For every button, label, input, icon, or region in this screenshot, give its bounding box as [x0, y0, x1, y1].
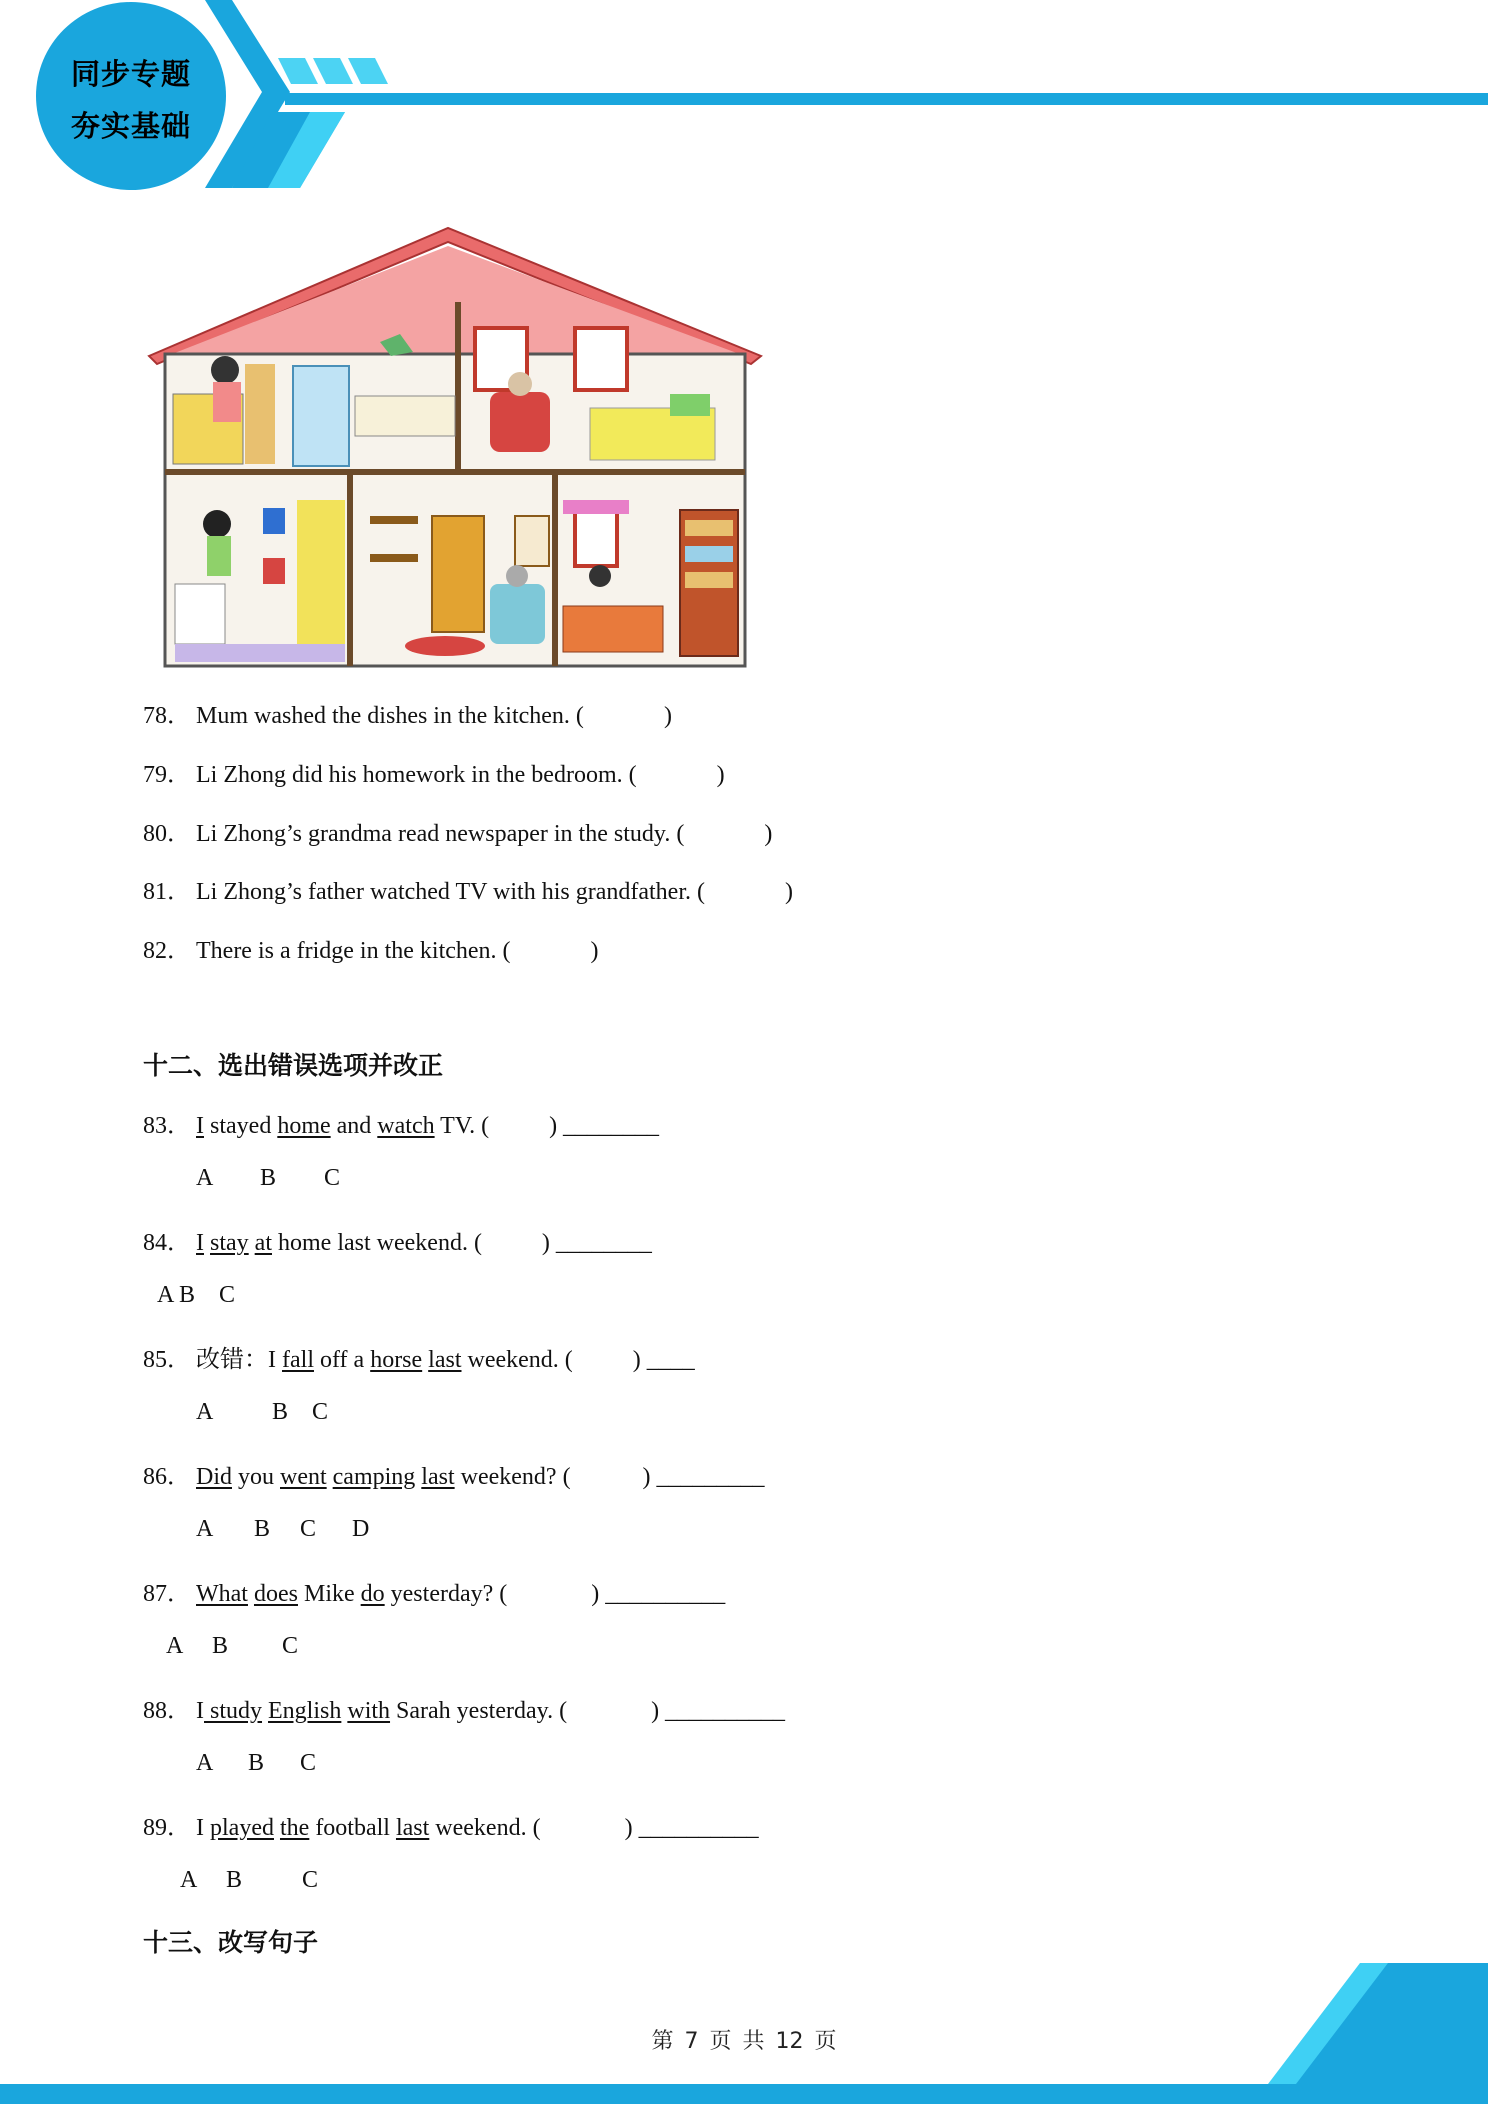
options-86: A B C D — [196, 1516, 370, 1542]
underlined-word: last — [421, 1464, 455, 1490]
text: off a — [313, 1347, 371, 1373]
question-79 — [143, 754, 725, 789]
underlined-word: I — [196, 1113, 204, 1139]
tv-table — [563, 606, 663, 652]
picture-frame — [515, 516, 549, 566]
header-dash-2 — [313, 58, 353, 84]
header-bar — [285, 93, 1488, 105]
question-text: Li Zhong’s father watched TV with his grandfather. ( — [196, 879, 705, 905]
underlined-word: What — [196, 1581, 248, 1607]
section-12-title: 十二、选出错误选项并改正 — [143, 1051, 444, 1080]
underlined-word: stay — [210, 1230, 249, 1256]
question-number: 83． — [143, 1113, 191, 1139]
close-paren: ) — [590, 938, 599, 964]
section-13-title: 十三、改写句子 — [143, 1928, 319, 1957]
text: stayed — [204, 1113, 278, 1139]
underlined-word: fall — [282, 1347, 314, 1373]
page-number: 第 7 页 共 12 页 — [651, 2029, 837, 2054]
underlined-word: does — [253, 1581, 298, 1607]
dining-table — [355, 396, 455, 436]
text: TV. ( ) ________ — [434, 1113, 660, 1139]
badge-line-2: 夯实基础 — [70, 109, 191, 143]
window-3 — [575, 506, 617, 566]
pillow — [670, 394, 710, 416]
text: 改错：I — [196, 1347, 282, 1373]
options-85: A B C — [196, 1399, 329, 1425]
text: Mike — [297, 1581, 361, 1607]
question-number: 79． — [143, 762, 191, 788]
question-text: Mum washed the dishes in the kitchen. ( — [196, 703, 584, 729]
sink — [175, 584, 225, 644]
question-89 — [143, 1807, 759, 1842]
underlined-word: played — [210, 1815, 274, 1841]
options-87: A B C — [166, 1633, 299, 1659]
underlined-word: home — [277, 1113, 331, 1139]
towel-2 — [263, 558, 285, 584]
question-87 — [143, 1573, 725, 1608]
window-2 — [575, 328, 627, 390]
text: Sarah yesterday. ( ) __________ — [390, 1698, 786, 1724]
question-84 — [143, 1222, 652, 1257]
mum-body — [213, 382, 241, 422]
shelf-1 — [370, 516, 418, 524]
text: I — [196, 1698, 204, 1724]
question-number: 86． — [143, 1464, 191, 1490]
fridge — [293, 366, 349, 466]
rug — [405, 636, 485, 656]
bath-mat — [175, 644, 345, 662]
question-number: 88． — [143, 1698, 191, 1724]
mum-figure — [211, 356, 239, 384]
underlined-word: horse — [370, 1347, 423, 1373]
question-81 — [143, 871, 793, 906]
question-78 — [143, 695, 672, 730]
text: football — [309, 1815, 396, 1841]
awning — [563, 500, 629, 514]
header-badge — [36, 2, 226, 190]
question-text: There is a fridge in the kitchen. ( — [196, 938, 511, 964]
house-illustration — [145, 224, 765, 670]
question-83 — [143, 1105, 659, 1140]
underlined-word: camping — [332, 1464, 416, 1490]
question-86 — [143, 1456, 765, 1491]
question-text: Li Zhong did his homework in the bedroom. ( — [196, 762, 637, 788]
question-85 — [143, 1339, 695, 1374]
text: weekend? ( ) _________ — [454, 1464, 765, 1490]
underlined-word: last — [395, 1815, 430, 1841]
underlined-word: the — [279, 1815, 310, 1841]
question-number: 82． — [143, 938, 191, 964]
badge-line-1: 同步专题 — [70, 57, 191, 91]
boy-body — [207, 536, 231, 576]
books-3 — [685, 572, 733, 588]
text: you — [232, 1464, 280, 1490]
curtain — [297, 500, 345, 650]
question-text: Li Zhong’s grandma read newspaper in the study. ( — [196, 821, 685, 847]
armchair — [490, 392, 550, 452]
sofa — [490, 584, 545, 644]
towel-1 — [263, 508, 285, 534]
grandpa-figure — [506, 565, 528, 587]
footer-bar — [0, 2084, 1488, 2104]
underlined-word: English — [268, 1698, 342, 1724]
options-83: A B C — [196, 1165, 341, 1191]
question-number: 85． — [143, 1347, 191, 1373]
question-80 — [143, 813, 772, 848]
close-paren: ) — [784, 879, 793, 905]
underlined-word: went — [280, 1464, 327, 1490]
text: home last weekend. ( ) ________ — [272, 1230, 652, 1256]
underlined-word: Did — [196, 1464, 232, 1490]
grandma-figure — [508, 372, 532, 396]
underlined-word: with — [347, 1698, 391, 1724]
options-84: A B C — [157, 1282, 236, 1308]
question-number: 89． — [143, 1815, 191, 1841]
close-paren: ) — [764, 821, 773, 847]
underlined-word: do — [360, 1581, 385, 1607]
underlined-word: study — [204, 1698, 263, 1724]
question-number: 84． — [143, 1230, 191, 1256]
options-89: A B C — [180, 1867, 319, 1893]
underlined-word: watch — [377, 1113, 435, 1139]
question-88 — [143, 1690, 785, 1725]
question-82 — [143, 930, 599, 965]
kitchen-cabinet — [245, 364, 275, 464]
shelf-2 — [370, 554, 418, 562]
question-number: 78． — [143, 703, 191, 729]
door — [432, 516, 484, 632]
underlined-word: I — [196, 1230, 204, 1256]
options-88: A B C — [196, 1750, 317, 1776]
close-paren: ) — [663, 703, 672, 729]
underlined-word: at — [254, 1230, 272, 1256]
question-number: 81． — [143, 879, 191, 905]
question-number: 87． — [143, 1581, 191, 1607]
header-dash-1 — [278, 58, 318, 84]
text: I — [196, 1815, 210, 1841]
header-dash-3 — [348, 58, 388, 84]
father-figure — [589, 565, 611, 587]
text: and — [330, 1113, 378, 1139]
text: yesterday? ( ) __________ — [384, 1581, 726, 1607]
li-zhong-figure — [203, 510, 231, 538]
text: weekend. ( ) __________ — [429, 1815, 759, 1841]
underlined-word: last — [428, 1347, 462, 1373]
question-number: 80． — [143, 821, 191, 847]
books-1 — [685, 520, 733, 536]
close-paren: ) — [716, 762, 725, 788]
books-2 — [685, 546, 733, 562]
text: weekend. ( ) ____ — [461, 1347, 695, 1373]
